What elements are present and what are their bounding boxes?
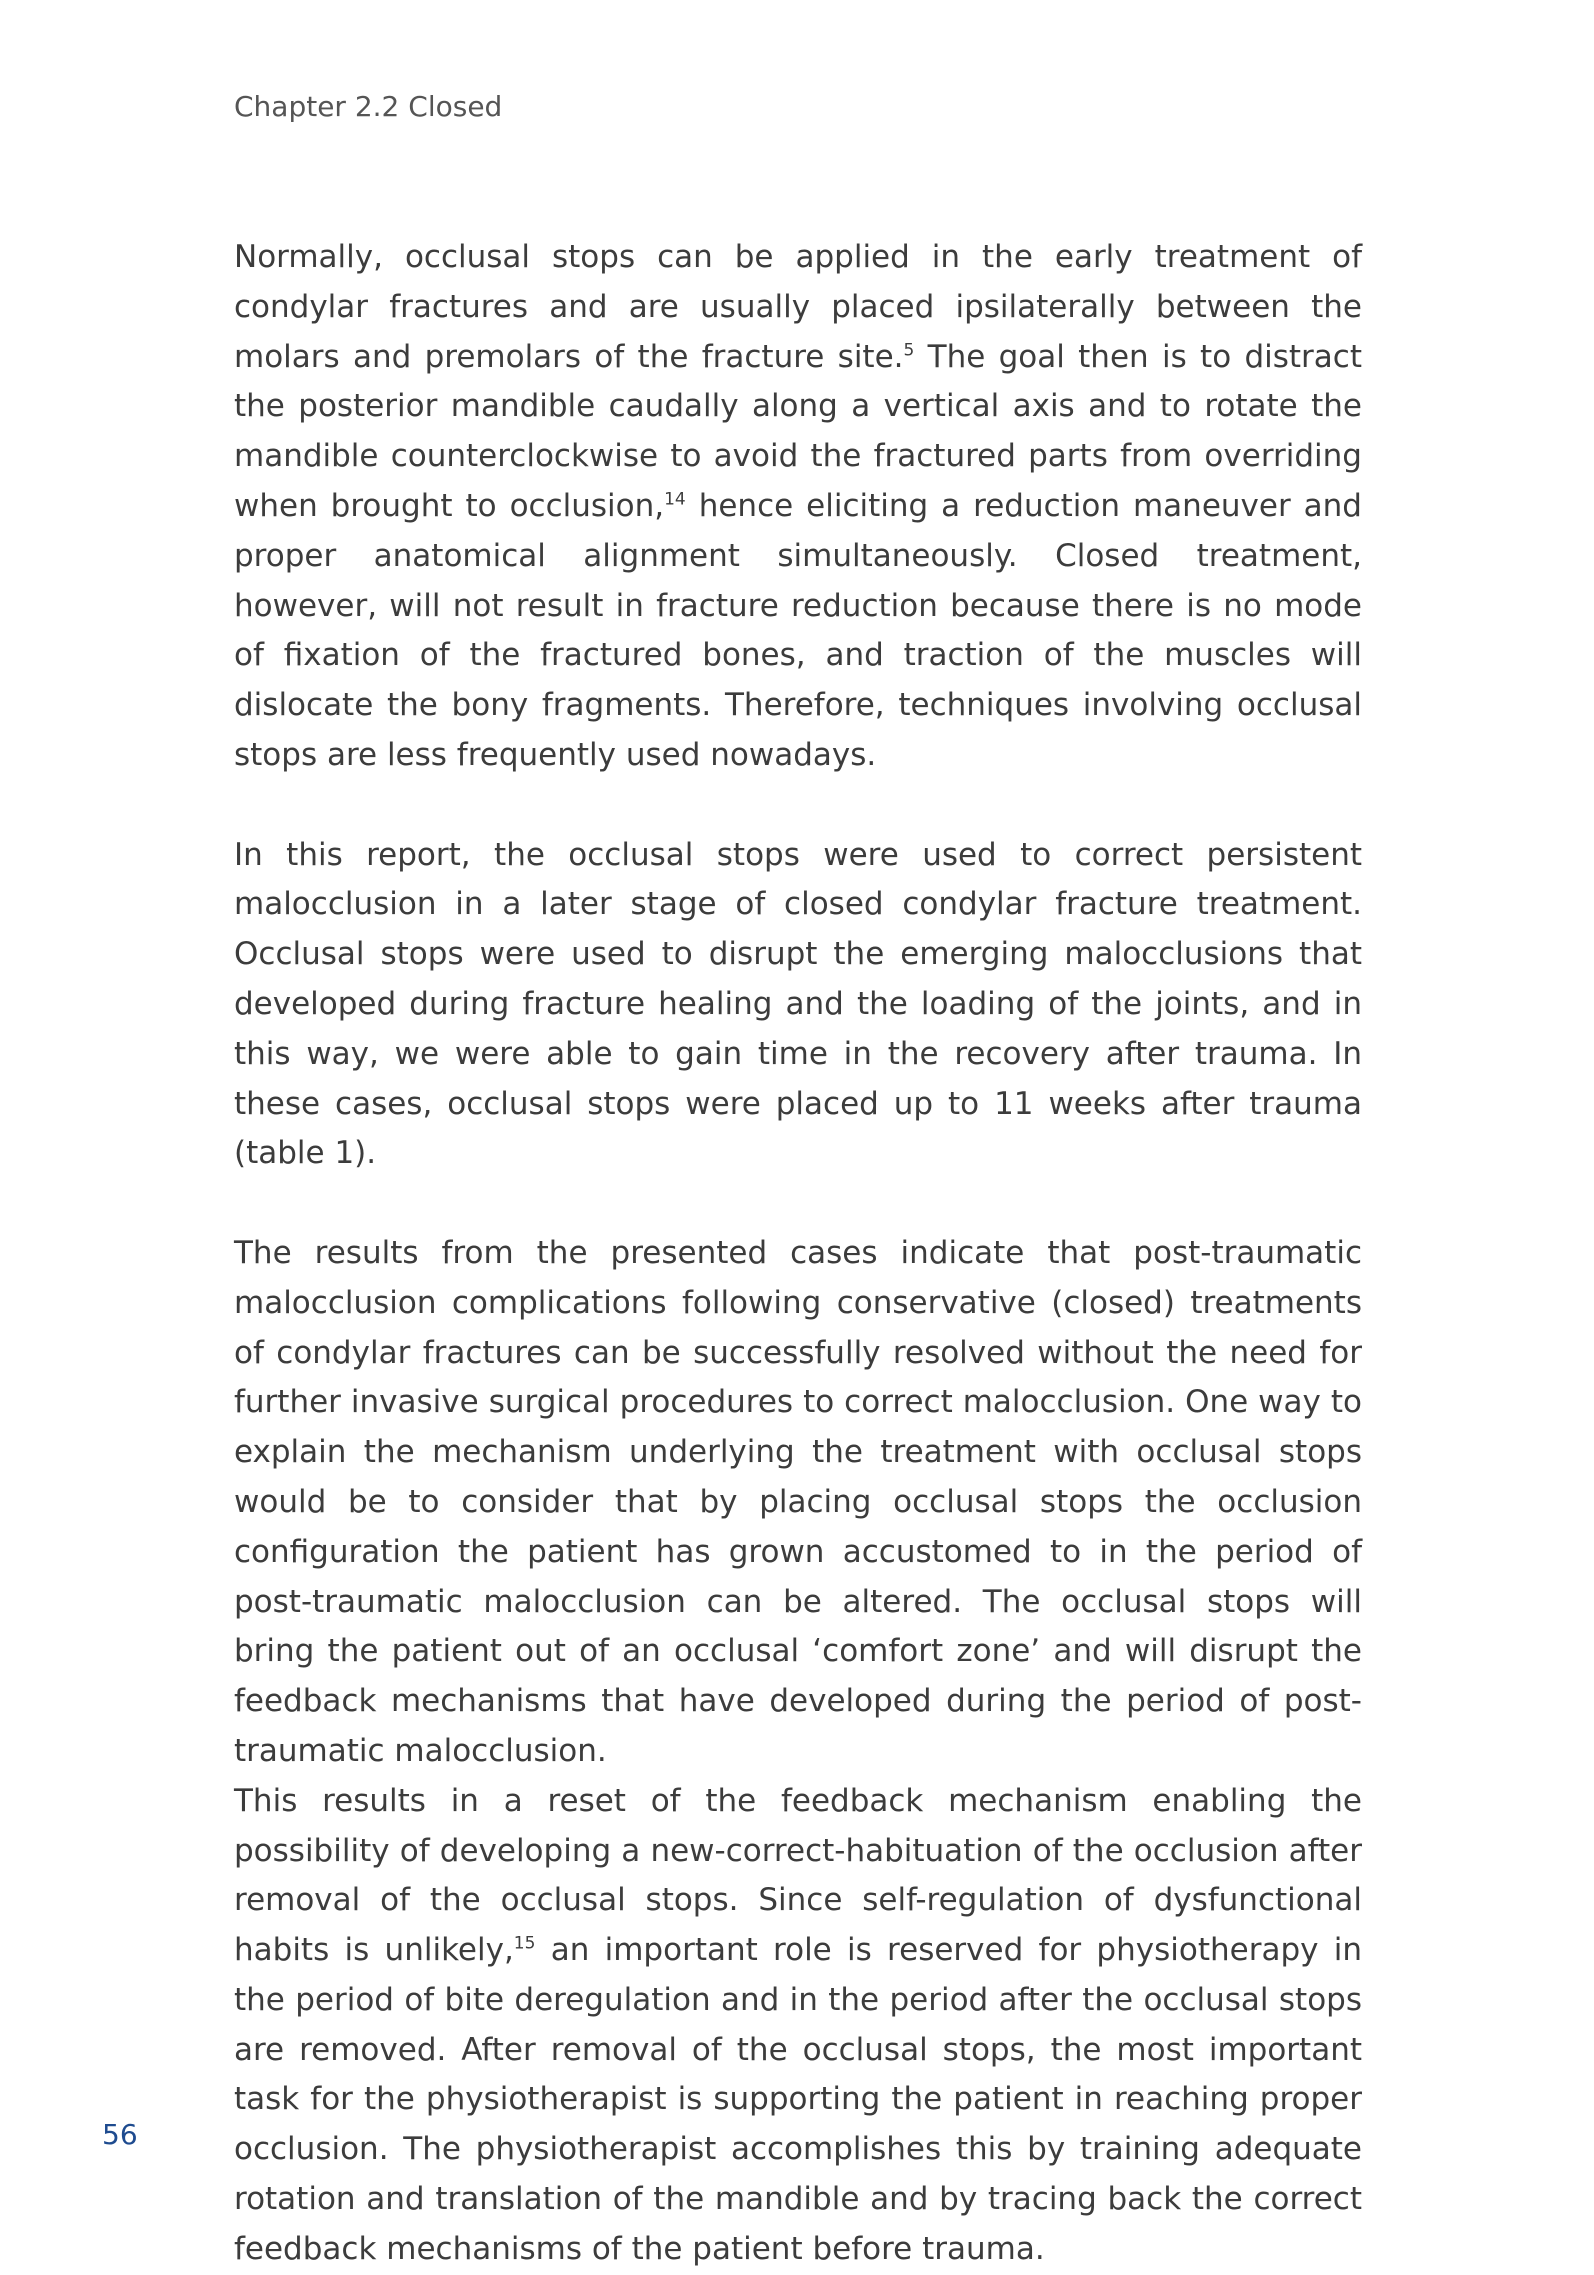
paragraph-4-part-b: an important role is reserved for physiotherapy in the period of bite deregulation and in the period after the occlusal stops are removed. After removal of the occlusal stops, the most important task for the physiotherapist is supporting the patient in reaching proper occlusion. The physiotherapist accomplishes this by training adequate rotation and translation of the mandible and by tracing back the correct feedback mechanisms of the patient before trauma. [234,1932,1362,2267]
body-text [234,233,1362,2275]
running-header: Chapter 2.2 Closed [234,90,503,123]
paragraph-4-part-a: This results in a reset of the feedback mechanism enabling the possibility of developing a new-correct-habituation of the occlusion after removal of the occlusal stops. Since self-regulation of dysfunctional habits is unlikely, [234,1782,1362,1969]
citation-5: 5 [903,340,915,361]
citation-14: 14 [664,489,686,510]
paragraph-1-part-b: The goal then is to distract the posterior mandible caudally along a vertical axis and to rotate the mandible counterclockwise to avoid the fractured parts from overriding when brought to occlusion, [234,338,1362,524]
paragraph-3: The results from the presented cases indicate that post-traumatic malocclusion complications following conservative (closed) treatments of condylar fractures can be successfully resolved without the need for further invasive surgical procedures to correct malocclusion. One way to explain the mechanism underlying the treatment with occlusal stops would be to consider that by placing occlusal stops the occlusion configuration the patient has grown accustomed to in the period of post-traumatic malocclusion can be altered. The occlusal stops will bring the patient out of an occlusal ‘comfort zone’ and will disrupt the feedback mechanisms that have developed during the period of post-traumatic malocclusion. [234,1234,1362,1769]
paragraph-1-part-a: Normally, occlusal stops can be applied in the early treatment of condylar fractures and are usually placed ipsilaterally between the molars and premolars of the fracture site. [234,239,1362,375]
paragraph-1 [234,233,1362,781]
paragraph-1-part-c: hence eliciting a reduction maneuver and proper anatomical alignment simultaneously. Closed treatment, however, will not result in fracture reduction because there is no mode of fixation of the fractured bones, and traction of the muscles will dislocate the bony fragments. Therefore, techniques involving occlusal stops are less frequently used nowadays. [234,487,1362,773]
paragraph-2: In this report, the occlusal stops were used to correct persistent malocclusion in a later stage of closed condylar fracture treatment. Occlusal stops were used to disrupt the emerging malocclusions that developed during fracture healing and the loading of the joints, and in this way, we were able to gain time in the recovery after trauma. In these cases, occlusal stops were placed up to 11 weeks after trauma (table 1). [234,836,1362,1172]
page-number: 56 [102,2118,138,2151]
paragraph-4 [234,1777,1362,2275]
citation-15: 15 [513,1933,536,1954]
